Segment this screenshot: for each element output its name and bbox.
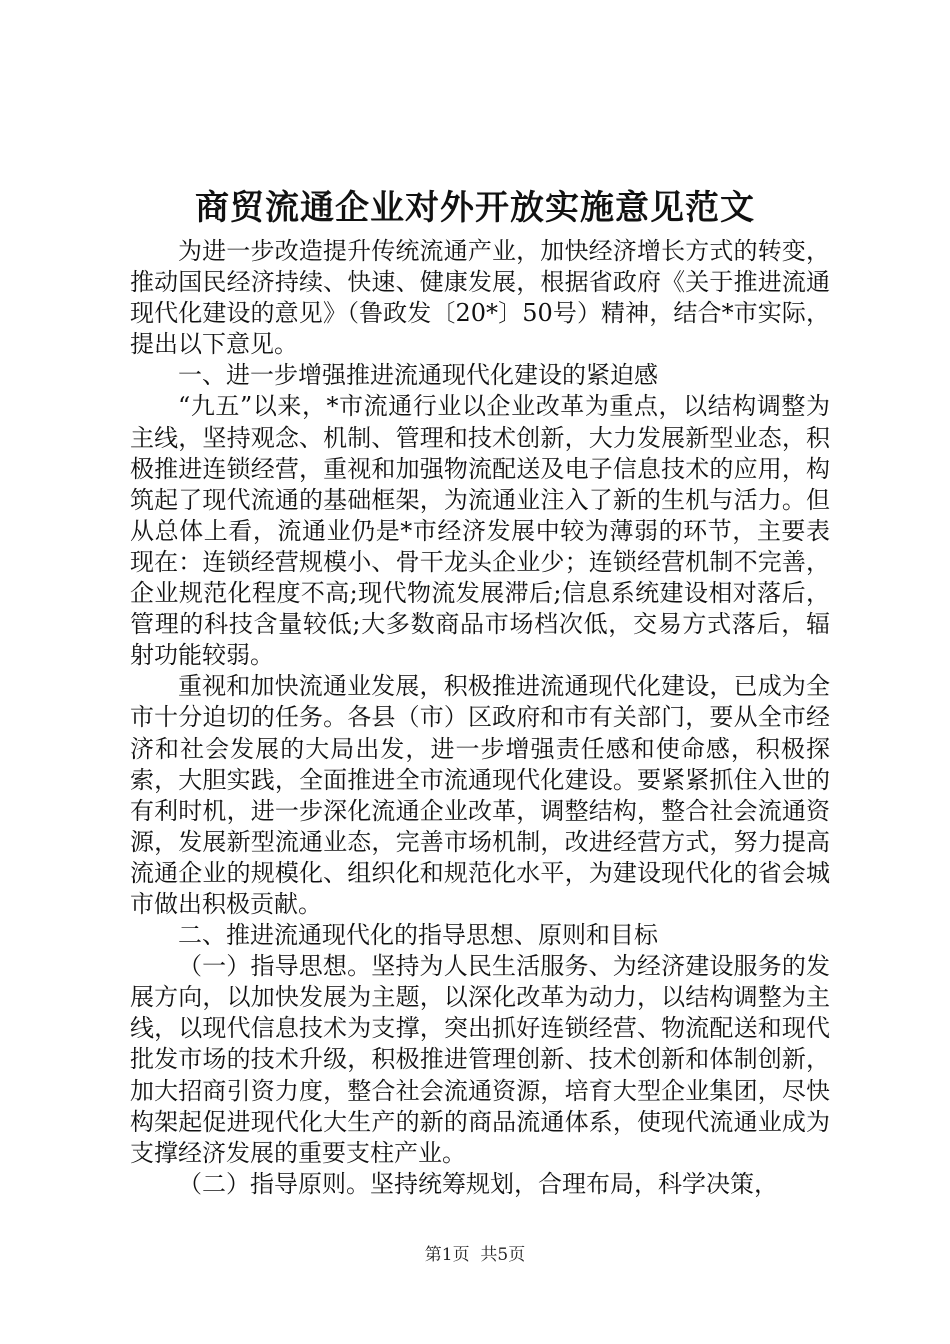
section-heading-1: 一、进一步增强推进流通现代化建设的紧迫感 [178, 361, 658, 390]
body-paragraph: “九五”以来，*市流通行业以企业改革为重点，以结构调整为主线，坚持观念、机制、管理和技术创新，大力发展新型业态，积极推进连锁经营，重视和加强物流配送及电子信息技术的应用，构筑起了现代流通的基础框架，为流通业注入了新的生机与活力。但从总体上看，流通业仍是*市经济发展中较为薄弱的环节，主要表现在：连锁经营规模小、骨干龙头企业少；连锁经营机制不完善，企业规范化程度不高;现代物流发展滞后;信息系统建设相对落后，管理的科技含量较低;大多数商品市场档次低，交易方式落后，辐射功能较弱。 [130, 392, 830, 670]
body-paragraph: （一）指导思想。坚持为人民生活服务、为经济建设服务的发展方向，以加快发展为主题，以深化改革为动力，以结构调整为主线，以现代信息技术为支撑，突出抓好连锁经营、物流配送和现代批发市场的技术升级，积极推进管理创新、技术创新和体制创新，加大招商引资力度，整合社会流通资源，培育大型企业集团，尽快构架起促进现代化大生产的新的商品流通体系，使现代流通业成为支撑经济发展的重要支柱产业。 [130, 952, 830, 1167]
body-paragraph: 重视和加快流通业发展，积极推进流通现代化建设，已成为全市十分迫切的任务。各县（市）区政府和市有关部门，要从全市经济和社会发展的大局出发，进一步增强责任感和使命感，积极探索，大胆实践，全面推进全市流通现代化建设。要紧紧抓住入世的有利时机，进一步深化流通企业改革，调整结构，整合社会流通资源，发展新型流通业态，完善市场机制，改进经营方式，努力提高流通企业的规模化、组织化和规范化水平，为建设现代化的省会城市做出积极贡献。 [130, 672, 830, 918]
document-body [130, 236, 830, 1200]
document-title: 商贸流通企业对外开放实施意见范文 [195, 188, 755, 228]
page-number-current: 第1页 [424, 1245, 470, 1265]
intro-paragraph: 为进一步改造提升传统流通产业，加快经济增长方式的转变，推动国民经济持续、快速、健康发展，根据省政府《关于推进流通现代化建设的意见》（鲁政发〔20*〕50号）精神，结合*市实际，提出以下意见。 [130, 237, 830, 359]
page-footer [0, 1244, 950, 1266]
section-heading-2: 二、推进流通现代化的指导思想、原则和目标 [178, 921, 658, 950]
body-paragraph: （二）指导原则。坚持统筹规划，合理布局，科学决策， [178, 1169, 778, 1198]
page-number-total: 共5页 [480, 1245, 526, 1265]
